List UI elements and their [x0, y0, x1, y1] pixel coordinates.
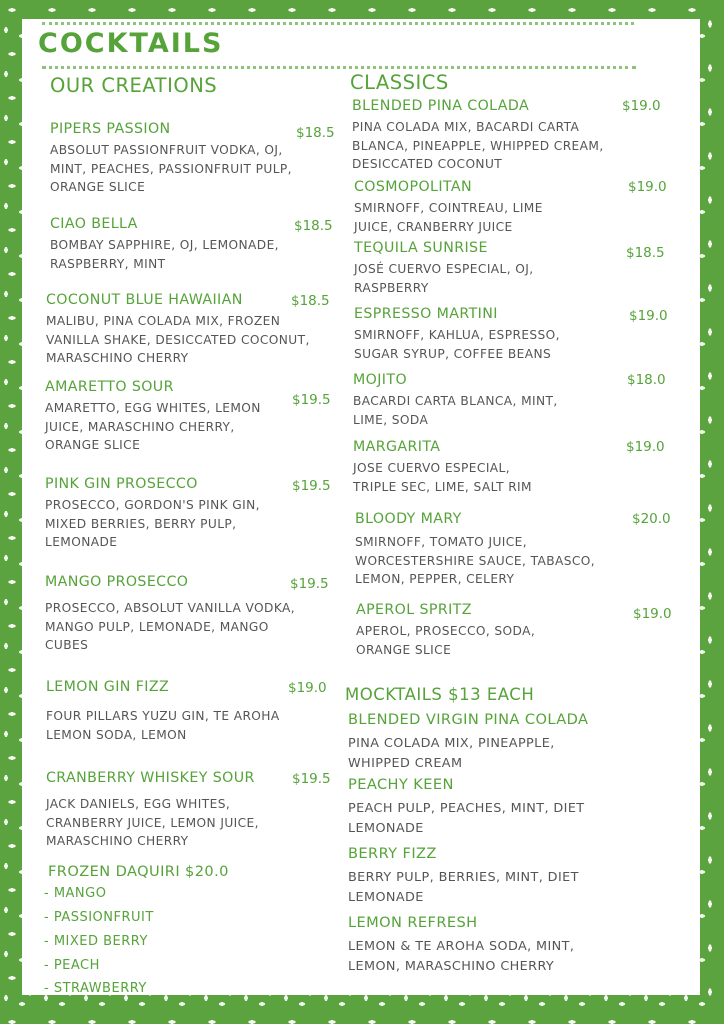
item-description: SMIRNOFF, TOMATO JUICE, WORCESTERSHIRE SAUCE, TABASCO, LEMON, PEPPER, CELERY	[355, 535, 596, 586]
top-divider	[42, 22, 634, 25]
item-name: BERRY FIZZ	[348, 845, 437, 862]
item-description: PEACH PULP, PEACHES, MINT, DIET LEMONADE	[348, 801, 585, 836]
menu-item	[352, 97, 614, 174]
item-description: APEROL, PROSECCO, SODA, ORANGE SLICE	[356, 624, 536, 657]
item-name: AMARETTO SOUR	[45, 379, 174, 395]
item-description: SMIRNOFF, COINTREAU, LIME JUICE, CRANBERRY JUICE	[354, 201, 543, 234]
item-price: $19.0	[622, 98, 661, 114]
item-description: FOUR PILLARS YUZU GIN, TE AROHA LEMON SODA, LEMON	[46, 709, 280, 742]
item-name: MOJITO	[353, 372, 408, 388]
flavor-item: - STRAWBERRY	[44, 981, 147, 996]
menu-item	[356, 601, 536, 659]
item-name: BLENDED VIRGIN PINA COLADA	[348, 711, 589, 728]
menu-item	[348, 914, 608, 977]
item-name: MANGO PROSECCO	[45, 574, 189, 590]
item-price: $19.0	[288, 680, 327, 696]
item-description: PROSECCO, GORDON'S PINK GIN, MIXED BERRIES, BERRY PULP, LEMONADE	[45, 498, 260, 549]
creations-heading: OUR CREATIONS	[50, 74, 218, 97]
item-price: $20.0	[632, 511, 671, 527]
item-description: LEMON & TE AROHA SODA, MINT, LEMON, MARASCHINO CHERRY	[348, 939, 575, 974]
menu-item	[353, 371, 573, 429]
menu-item	[45, 378, 285, 455]
item-name: BLENDED PINA COLADA	[352, 98, 530, 114]
item-description: AMARETTO, EGG WHITES, LEMON JUICE, MARASCHINO CHERRY, ORANGE SLICE	[45, 401, 261, 452]
item-name: PIPERS PASSION	[50, 121, 171, 137]
title-divider	[42, 66, 636, 69]
menu-item	[354, 239, 554, 297]
frozen-daquiri-heading: FROZEN DAQUIRI $20.0	[48, 863, 229, 880]
item-price: $19.5	[292, 392, 331, 408]
item-name: ESPRESSO MARTINI	[354, 306, 498, 322]
item-name: CIAO BELLA	[50, 216, 138, 232]
item-description: ABSOLUT PASSIONFRUIT VODKA, OJ, MINT, PEACHES, PASSIONFRUIT PULP, ORANGE SLICE	[50, 143, 292, 194]
menu-item	[355, 510, 605, 589]
item-description: MALIBU, PINA COLADA MIX, FROZEN VANILLA SHAKE, DESICCATED COCONUT, MARASCHINO CHERRY	[46, 314, 310, 365]
menu-item	[45, 573, 300, 655]
item-price: $19.5	[290, 576, 329, 592]
item-price: $18.5	[291, 293, 330, 309]
menu-item	[45, 475, 285, 552]
menu-item	[348, 776, 608, 839]
classics-heading: CLASSICS	[350, 71, 449, 94]
menu-item	[354, 178, 574, 236]
mocktails-heading: MOCKTAILS $13 EACH	[345, 685, 535, 704]
item-description: SMIRNOFF, KAHLUA, ESPRESSO, SUGAR SYRUP, COFFEE BEANS	[354, 328, 560, 361]
item-name: PEACHY KEEN	[348, 776, 454, 793]
item-price: $18.0	[627, 372, 666, 388]
item-price: $19.0	[629, 308, 668, 324]
item-name: CRANBERRY WHISKEY SOUR	[46, 770, 255, 786]
item-description: BERRY PULP, BERRIES, MINT, DIET LEMONADE	[348, 870, 579, 905]
item-description: BOMBAY SAPPHIRE, OJ, LEMONADE, RASPBERRY, MINT	[50, 238, 279, 271]
item-name: APEROL SPRITZ	[356, 602, 472, 618]
flavor-item: - PEACH	[44, 958, 100, 973]
item-price: $19.0	[626, 439, 665, 455]
item-name: LEMON GIN FIZZ	[46, 679, 170, 695]
menu-item	[50, 215, 315, 273]
item-description: JOSE CUERVO ESPECIAL, TRIPLE SEC, LIME, SALT RIM	[353, 461, 532, 494]
item-description: PROSECCO, ABSOLUT VANILLA VODKA, MANGO PULP, LEMONADE, MANGO CUBES	[45, 601, 296, 652]
menu-item	[348, 845, 608, 908]
menu-title: COCKTAILS	[38, 28, 224, 59]
item-name: BLOODY MARY	[355, 511, 462, 527]
item-name: TEQUILA SUNRISE	[354, 240, 488, 256]
item-price: $18.5	[296, 125, 335, 141]
item-name: MARGARITA	[353, 439, 441, 455]
menu-item	[50, 120, 315, 197]
item-name: COCONUT BLUE HAWAIIAN	[46, 292, 243, 308]
item-description: BACARDI CARTA BLANCA, MINT, LIME, SODA	[353, 394, 558, 427]
item-price: $19.0	[628, 179, 667, 195]
item-name: COSMOPOLITAN	[354, 179, 472, 195]
menu-item	[46, 769, 301, 851]
item-price: $19.5	[292, 771, 331, 787]
flavor-item: - MIXED BERRY	[44, 934, 148, 949]
item-price: $19.0	[633, 606, 672, 622]
item-description: JACK DANIELS, EGG WHITES, CRANBERRY JUICE, LEMON JUICE, MARASCHINO CHERRY	[46, 797, 259, 848]
menu-item	[354, 305, 584, 363]
item-description: PINA COLADA MIX, PINEAPPLE, WHIPPED CREAM	[348, 736, 555, 771]
item-price: $18.5	[626, 245, 665, 261]
flavor-item: - MANGO	[44, 886, 107, 901]
item-name: PINK GIN PROSECCO	[45, 476, 198, 492]
item-description: PINA COLADA MIX, BACARDI CARTA BLANCA, PINEAPPLE, WHIPPED CREAM, DESICCATED COCONUT	[352, 120, 604, 171]
menu-item	[46, 678, 286, 744]
item-description: JOSÉ CUERVO ESPECIAL, OJ, RASPBERRY	[354, 262, 534, 295]
menu-item	[353, 438, 553, 496]
flavor-item: - PASSIONFRUIT	[44, 910, 154, 925]
item-name: LEMON REFRESH	[348, 914, 478, 931]
item-price: $19.5	[292, 478, 331, 494]
menu-item	[348, 711, 608, 774]
item-price: $18.5	[294, 218, 333, 234]
